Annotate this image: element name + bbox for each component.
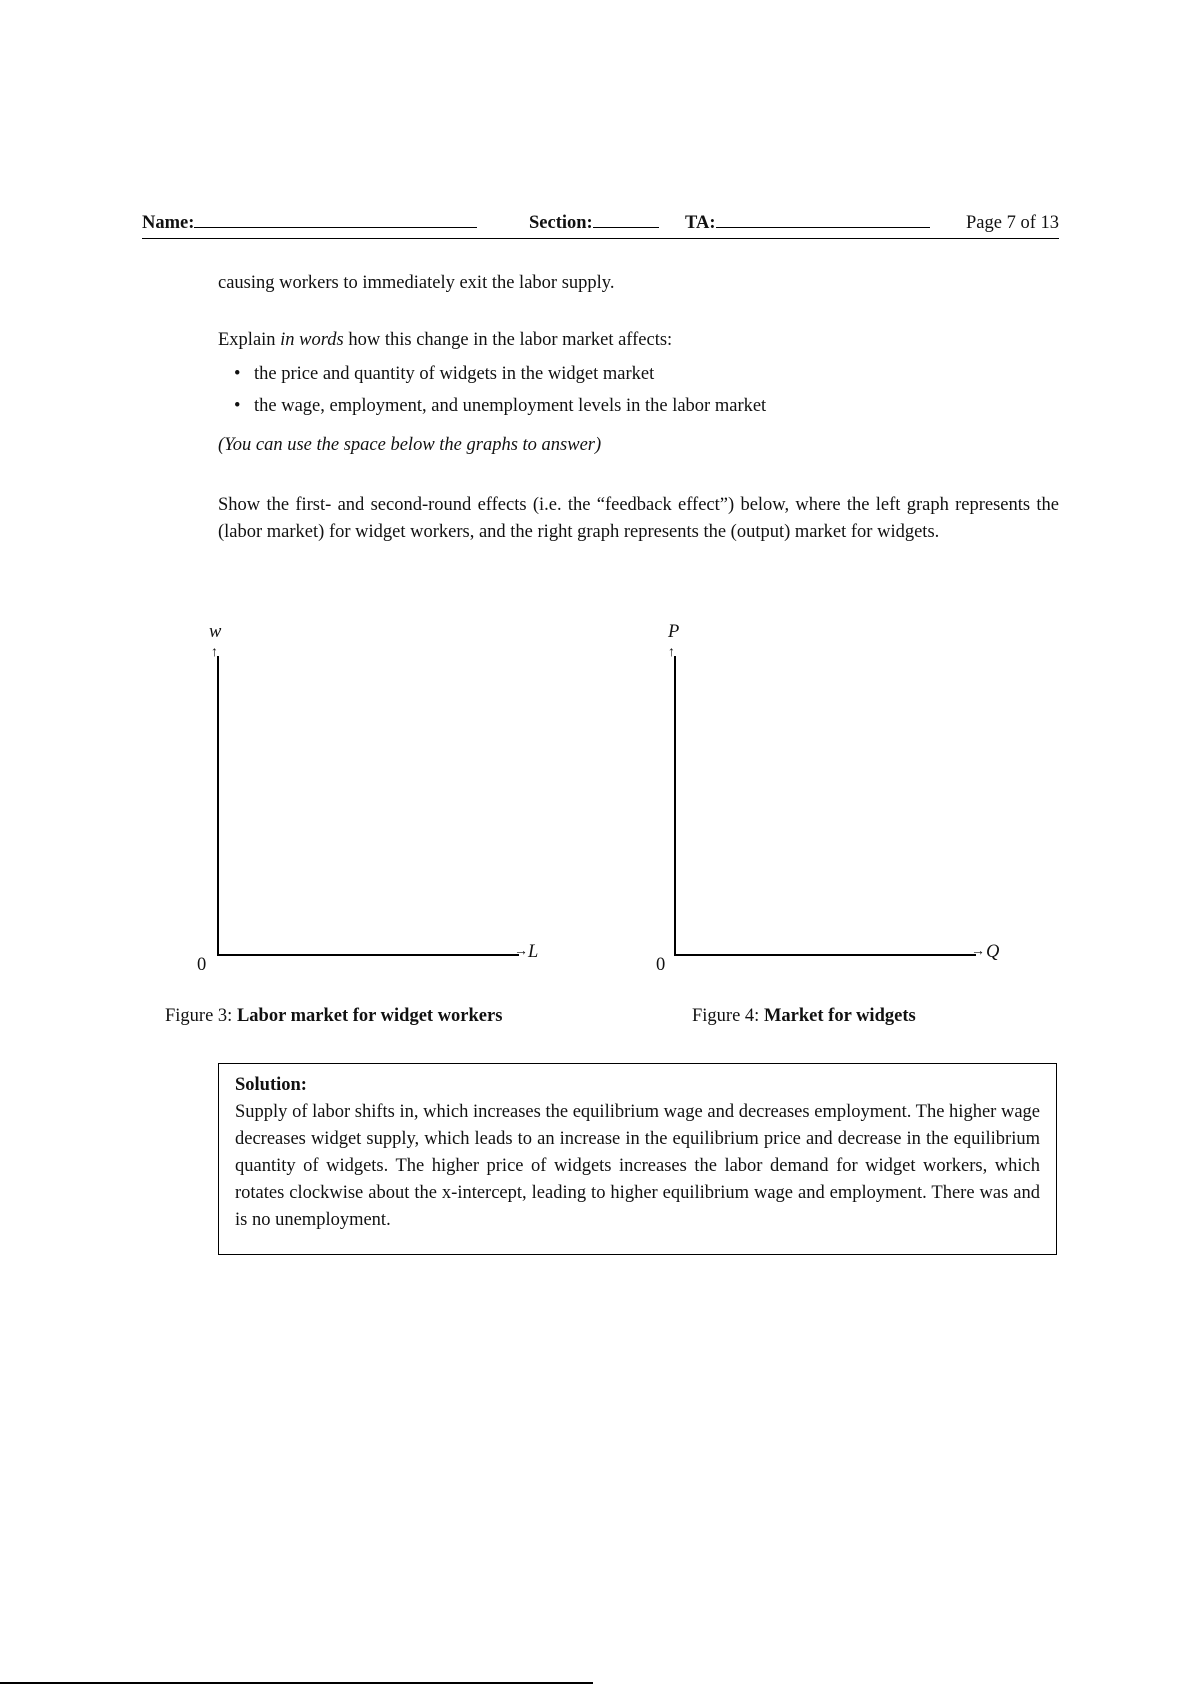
solution-text: Supply of labor shifts in, which increases the equilibrium wage and decreases employment. The higher wage decreases widget supply, which leads to an increase in the equilibrium price and decrease in the equilibrium quantity of widgets. The higher price of widgets increases the labor demand for widget workers, which rotates clockwise about the x-intercept, leading to higher equilibrium wage and employment. There was and is no unemployment. (235, 1102, 1040, 1230)
bullet-text: the wage, employment, and unemployment levels in the labor market (254, 396, 767, 416)
y-axis (217, 656, 219, 956)
caption-title: Labor market for widget workers (236, 1006, 503, 1026)
continuation-text: causing workers to immediately exit the labor supply. (218, 273, 615, 293)
x-axis-label: L (528, 942, 539, 962)
x-axis-arrow-icon: → (514, 944, 528, 959)
footer-rule (0, 1682, 593, 1684)
figure-caption (165, 1006, 502, 1027)
y-axis-arrow-icon: ↑ (211, 645, 218, 660)
x-axis-arrow-icon: → (971, 944, 985, 959)
ta-label: TA: (685, 213, 716, 233)
y-axis-label: w (209, 622, 222, 642)
bullet-text: the price and quantity of widgets in the widget market (254, 364, 655, 384)
name-label: Name: (142, 213, 195, 233)
bullet-item: • the price and quantity of widgets in the widget market (234, 364, 655, 384)
section-label: Section: (529, 213, 593, 233)
x-axis (217, 954, 519, 956)
solution-title: Solution: (235, 1075, 307, 1095)
name-blank (194, 226, 477, 228)
x-axis (674, 954, 976, 956)
origin-label: 0 (656, 955, 666, 975)
section-blank (593, 226, 659, 228)
caption-prefix: Figure 4: (692, 1006, 764, 1026)
origin-label: 0 (197, 955, 207, 975)
show-prompt: Show the first- and second-round effects (i.e. the “feedback effect”) below, where the left graph represents the (labor market) for widget workers, and the right graph represents the (output) market for widgets. (218, 495, 1059, 542)
explain-post: how this change in the labor market affects: (343, 330, 673, 350)
section-field (529, 213, 659, 234)
explain-pre: Explain (218, 330, 281, 350)
explain-prompt (218, 327, 1059, 354)
figure-caption (692, 1006, 916, 1027)
ta-field (685, 213, 930, 234)
y-axis-label: P (668, 622, 680, 642)
name-field (142, 213, 477, 234)
caption-title: Market for widgets (763, 1006, 916, 1026)
y-axis (674, 656, 676, 956)
answer-note: (You can use the space below the graphs to answer) (218, 435, 602, 455)
y-axis-arrow-icon: ↑ (668, 645, 675, 660)
page-header (142, 212, 1059, 239)
ta-blank (716, 226, 930, 228)
explain-emphasis: in words (280, 330, 344, 350)
page-number: Page 7 of 13 (966, 213, 1059, 233)
caption-prefix: Figure 3: (165, 1006, 237, 1026)
solution-box (218, 1063, 1057, 1255)
bullet-item: • the wage, employment, and unemployment levels in the labor market (234, 396, 767, 416)
x-axis-label: Q (986, 942, 1000, 962)
